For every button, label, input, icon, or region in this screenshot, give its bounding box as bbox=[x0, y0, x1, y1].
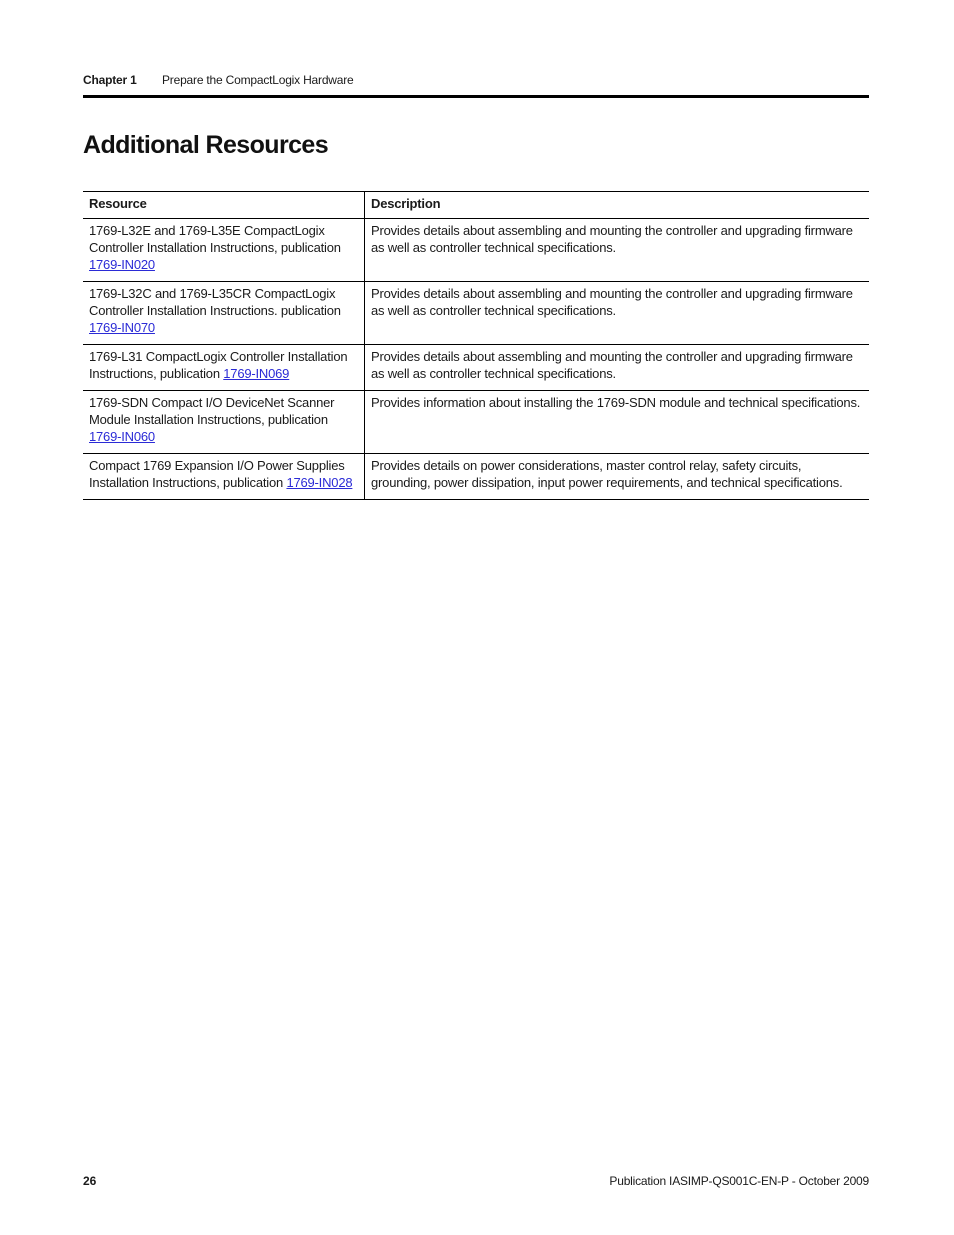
section-title: Additional Resources bbox=[83, 131, 328, 159]
column-header-description: Description bbox=[365, 192, 870, 219]
column-header-resource: Resource bbox=[83, 192, 365, 219]
table-row bbox=[83, 219, 869, 282]
chapter-label: Chapter 1 bbox=[83, 73, 137, 87]
resource-cell bbox=[83, 454, 365, 500]
resource-cell bbox=[83, 219, 365, 282]
publication-link[interactable]: 1769-IN069 bbox=[223, 366, 290, 381]
table-row bbox=[83, 345, 869, 391]
page-number: 26 bbox=[83, 1174, 97, 1188]
table-row bbox=[83, 454, 869, 500]
table-row bbox=[83, 391, 869, 454]
description-cell: Provides details about assembling and mounting the controller and upgrading firmware as well as controller technical specifications. bbox=[365, 282, 870, 345]
table-header-row bbox=[83, 192, 869, 219]
resource-cell bbox=[83, 282, 365, 345]
description-cell: Provides details about assembling and mounting the controller and upgrading firmware as well as controller technical specifications. bbox=[365, 219, 870, 282]
resources-table bbox=[83, 191, 869, 500]
resource-text: 1769-L31 CompactLogix Controller Installation Instructions, publication bbox=[89, 349, 348, 381]
header-rule bbox=[83, 95, 869, 98]
publication-link[interactable]: 1769-IN070 bbox=[89, 320, 155, 335]
description-cell: Provides details on power considerations, master control relay, safety circuits, grounding, power dissipation, input power requirements, and technical specifications. bbox=[365, 454, 870, 500]
publication-link[interactable]: 1769-IN060 bbox=[89, 429, 155, 444]
chapter-title: Prepare the CompactLogix Hardware bbox=[162, 73, 354, 87]
publication-link[interactable]: 1769-IN028 bbox=[286, 475, 353, 490]
resource-text: 1769-L32C and 1769-L35CR CompactLogix Controller Installation Instructions. publication bbox=[89, 286, 341, 318]
publication-info: Publication IASIMP-QS001C-EN-P - October 2009 bbox=[609, 1174, 869, 1188]
resource-text: Compact 1769 Expansion I/O Power Supplies Installation Instructions, publication bbox=[89, 458, 345, 490]
resource-cell bbox=[83, 345, 365, 391]
publication-link[interactable]: 1769-IN020 bbox=[89, 257, 155, 272]
resource-cell bbox=[83, 391, 365, 454]
resource-text: 1769-L32E and 1769-L35E CompactLogix Controller Installation Instructions, publication bbox=[89, 223, 341, 255]
description-cell: Provides information about installing the 1769-SDN module and technical specifications. bbox=[365, 391, 870, 454]
description-cell: Provides details about assembling and mounting the controller and upgrading firmware as well as controller technical specifications. bbox=[365, 345, 870, 391]
resource-text: 1769-SDN Compact I/O DeviceNet Scanner Module Installation Instructions, publication bbox=[89, 395, 335, 427]
table-row bbox=[83, 282, 869, 345]
page-header bbox=[83, 73, 869, 95]
